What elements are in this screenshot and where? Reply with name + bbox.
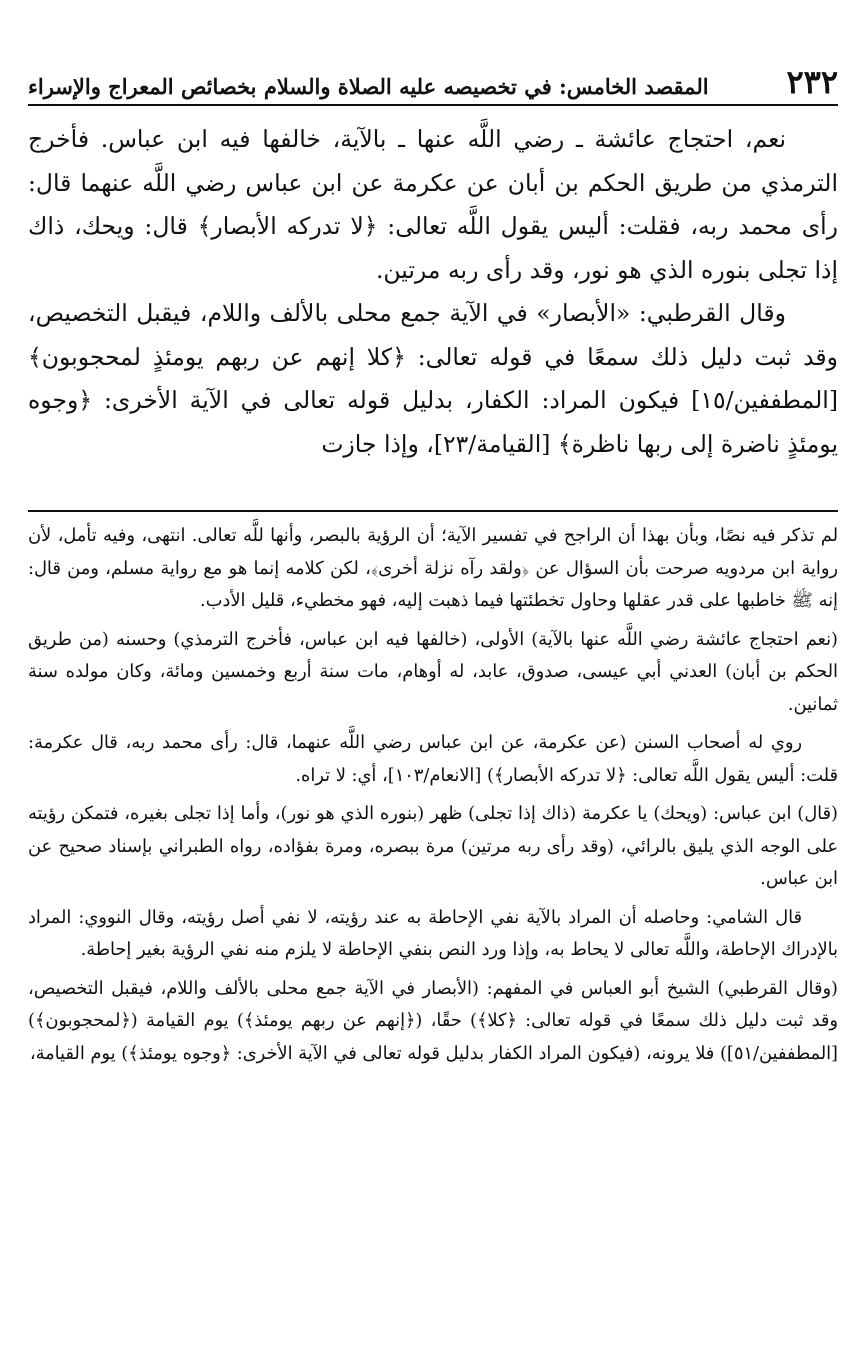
commentary-paragraph: لم تذكر فيه نصًا، وبأن بهذا أن الراجح في تفسير الآية؛ أن الرؤية بالبصر، وأنها للَّه تعالى. انتهى، وفيه تأمل، لأن رواية ابن مردويه صرحت بأن السؤال عن ﴿ولقد رآه نزلة أخرى﴾، لكن كلامه إنما هو مع رواية مسلم، ومن قال: إنه ﷺ خاطبها على قدر عقلها وحاول تخطئتها فيما ذهبت إليه، فهو مخطيء، قليل الأدب. (28, 525, 838, 611)
commentary-text (28, 520, 838, 1076)
main-text (28, 118, 838, 466)
commentary-paragraph: (قال) ابن عباس: (ويحك) يا عكرمة (ذاك إذا تجلى) ظهر (بنوره الذي هو نور)، وأما إذا تجلى بغيره، فتمكن رؤيته على الوجه الذي يليق بالرائي، (وقد رأى ربه مرتين) مرة ببصره، ومرة بفؤاده، رواه الطبراني بإسناد صحيح عن ابن عباس. (28, 803, 838, 889)
footnote-divider (28, 510, 838, 512)
page-number: ٢٣٢ (786, 63, 838, 101)
page-header (28, 52, 838, 106)
running-head: المقصد الخامس: في تخصيصه عليه الصلاة والسلام بخصائص المعراج والإسراء (28, 73, 709, 99)
commentary-paragraph: (نعم احتجاج عائشة رضي اللَّه عنها بالآية) الأولى، (خالفها فيه ابن عباس، فأخرج الترمذي) وحسنه (من طريق الحكم بن أبان) العدني أبي عيسى، صدوق، عابد، له أوهام، مات سنة أربع وخمسين ومائة، وكان مولده سنة ثمانين. (28, 628, 838, 715)
main-paragraph: وقال القرطبي: «الأبصار» في الآية جمع محلى بالألف واللام، فيقبل التخصيص، وقد ثبت دليل ذلك سمعًا في قوله تعالى: ﴿كلا إنهم عن ربهم يومئذٍ لمحجوبون﴾ [المطففين/١٥] فيكون المراد: الكفار، بدليل قوله تعالى في الآية الأخرى: ﴿وجوه يومئذٍ ناضرة إلى ربها ناظرة﴾ [القيامة/٢٣]، وإذا جازت (28, 299, 838, 458)
commentary-paragraph: روي له أصحاب السنن (عن عكرمة، عن ابن عباس رضي اللَّه عنهما، قال: رأى محمد ربه، قال عكرمة: قلت: أليس يقول اللَّه تعالى: ﴿لا تدركه الأبصار﴾) [الانعام/١٠٣]، أي: لا تراه. (28, 732, 838, 786)
main-paragraph: نعم، احتجاج عائشة ـ رضي اللَّه عنها ـ بالآية، خالفها فيه ابن عباس. فأخرج الترمذي من طريق الحكم بن أبان عن عكرمة عن ابن عباس رضي اللَّه عنهما قال: رأى محمد ربه، فقلت: أليس يقول اللَّه تعالى: ﴿لا تدركه الأبصار﴾ قال: ويحك، ذاك إذا تجلى بنوره الذي هو نور، وقد رأى ربه مرتين. (28, 125, 838, 284)
commentary-paragraph: (وقال القرطبي) الشيخ أبو العباس في المفهم: (الأبصار في الآية جمع محلى بالألف واللام، فيقبل التخصيص، وقد ثبت دليل ذلك سمعًا في قوله تعالى: ﴿كلا﴾) حقًا، (﴿إنهم عن ربهم يومئذ﴾) يوم القيامة (﴿لمحجوبون﴾) [المطففين/٥١]) فلا يرونه، (فيكون المراد الكفار بدليل قوله تعالى في الآية الأخرى: ﴿وجوه يومئذ﴾) يوم القيامة، (28, 977, 838, 1064)
commentary-paragraph: قال الشامي: وحاصله أن المراد بالآية نفي الإحاطة به عند رؤيته، لا نفي أصل رؤيته، وقال النووي: المراد بالإدراك الإحاطة، واللَّه تعالى لا يحاط به، وإذا ورد النص بنفي الإحاطة لا يلزم منه نفي الرؤية بغير إحاطة. (28, 906, 838, 960)
